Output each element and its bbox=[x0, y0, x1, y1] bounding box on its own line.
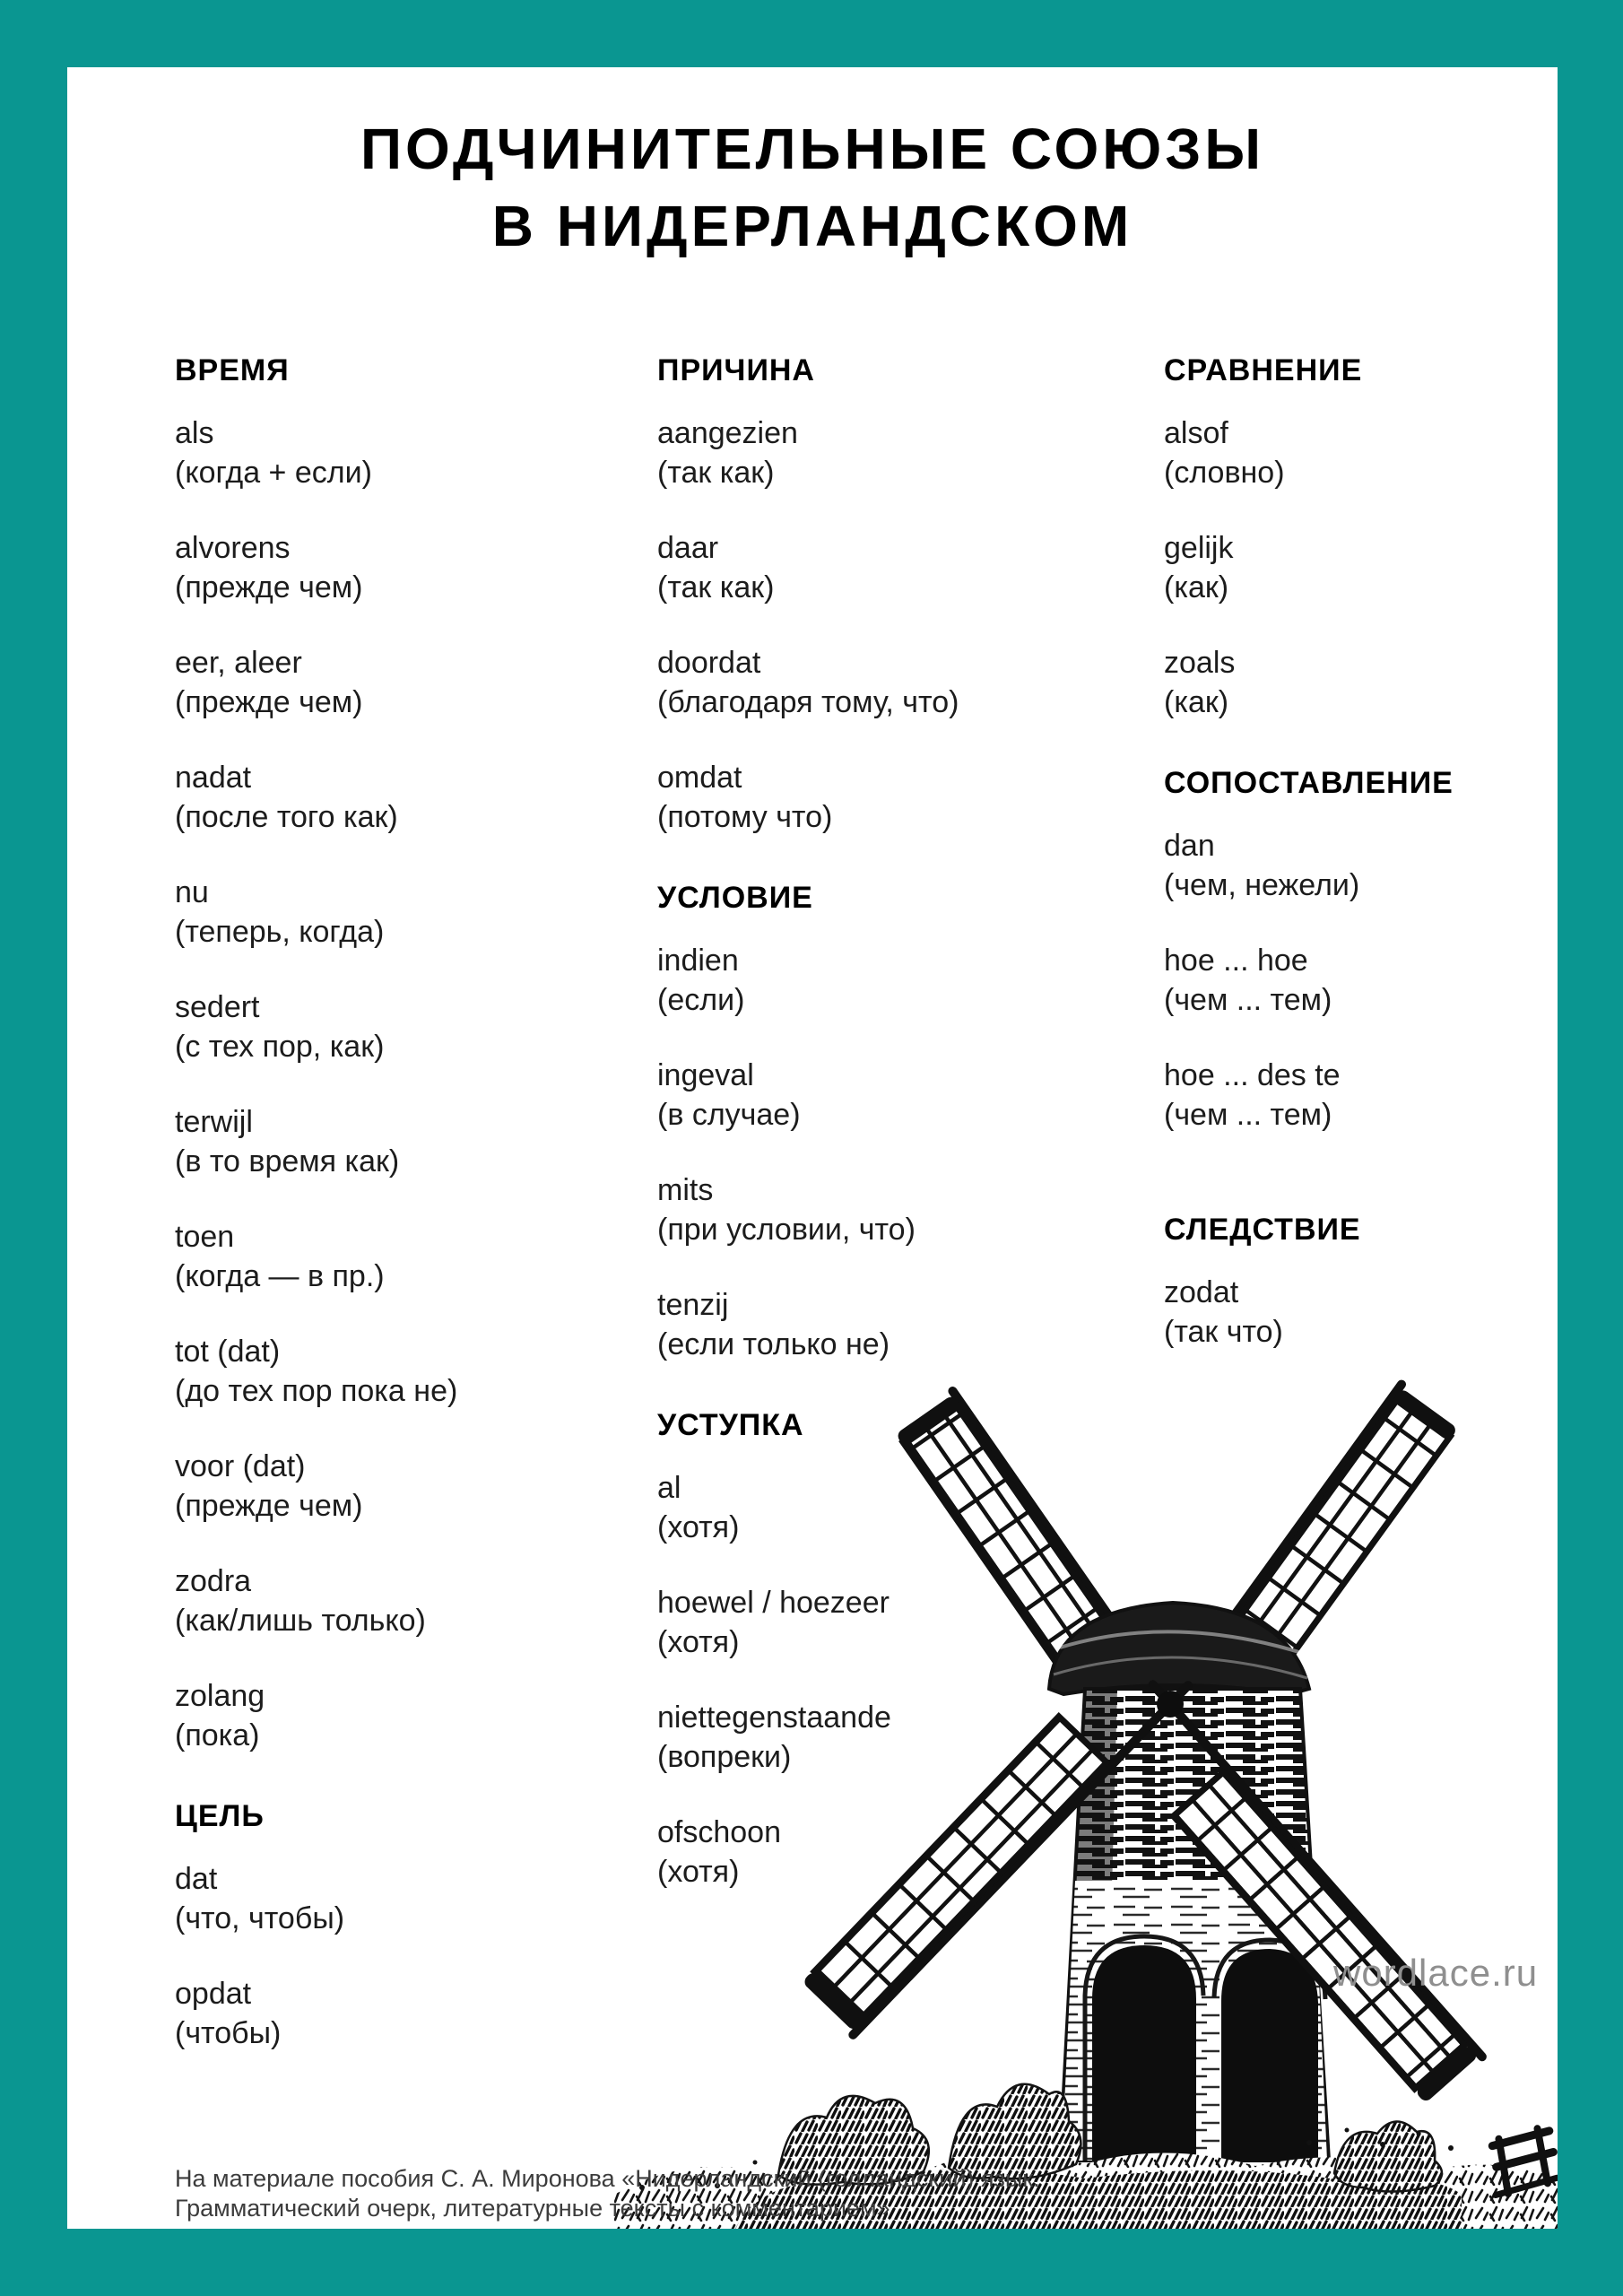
entry-translation: (когда + если) bbox=[175, 456, 372, 490]
entry-word: doordat bbox=[657, 646, 761, 680]
entry-word: nadat bbox=[175, 761, 252, 795]
entry-omdat bbox=[657, 758, 1159, 837]
entry-word: zoals bbox=[1164, 646, 1236, 680]
entry-translation: (потому что) bbox=[657, 800, 833, 834]
entry-word: sedert bbox=[175, 990, 260, 1024]
entry-al bbox=[657, 1468, 1159, 1547]
entry-translation: (пока) bbox=[175, 1718, 260, 1752]
entry-translation: (прежде чем) bbox=[175, 570, 363, 604]
entry-word: hoewel / hoezeer bbox=[657, 1586, 890, 1620]
entry-dan bbox=[1164, 826, 1623, 905]
entry-translation: (чем ... тем) bbox=[1164, 983, 1332, 1017]
section-header-prichina: ПРИЧИНА bbox=[657, 353, 815, 387]
entry-word: daar bbox=[657, 531, 719, 565]
entry-translation: (прежде чем) bbox=[175, 685, 363, 719]
entry-translation: (после того как) bbox=[175, 800, 398, 834]
entry-word: ofschoon bbox=[657, 1815, 781, 1849]
entry-word: alsof bbox=[1164, 416, 1228, 450]
entry-translation: (как) bbox=[1164, 570, 1229, 604]
entry-zolang bbox=[175, 1676, 677, 1755]
page-title-line1: ПОДЧИНИТЕЛЬНЫЕ СОЮЗЫ bbox=[360, 117, 1265, 181]
entry-translation: (что, чтобы) bbox=[175, 1901, 345, 1935]
entry-word: omdat bbox=[657, 761, 742, 795]
entry-translation: (вопреки) bbox=[657, 1740, 792, 1774]
entry-word: indien bbox=[657, 944, 739, 978]
entry-translation: (чтобы) bbox=[175, 2016, 282, 2050]
entry-translation: (хотя) bbox=[657, 1625, 740, 1659]
entry-terwijl bbox=[175, 1102, 677, 1181]
entry-alsof bbox=[1164, 413, 1623, 492]
entry-translation: (теперь, когда) bbox=[175, 915, 385, 949]
entry-word: dan bbox=[1164, 829, 1215, 863]
entry-word: nu bbox=[175, 875, 209, 909]
column-comparison-consequence bbox=[1164, 351, 1623, 1387]
entry-gelijk bbox=[1164, 528, 1623, 607]
section-header-sledstvie: СЛЕДСТВИЕ bbox=[1164, 1213, 1361, 1247]
entry-hoe-hoe bbox=[1164, 941, 1623, 1020]
entry-translation: (хотя) bbox=[657, 1855, 740, 1889]
entry-indien bbox=[657, 941, 1159, 1020]
entry-word: alvorens bbox=[175, 531, 291, 565]
entry-word: niettegenstaande bbox=[657, 1700, 891, 1735]
page-title-line2: В НИДЕРЛАНДСКОМ bbox=[491, 194, 1133, 258]
entry-word: gelijk bbox=[1164, 531, 1234, 565]
entry-word: aangezien bbox=[657, 416, 798, 450]
entry-word: opdat bbox=[175, 1977, 252, 2011]
entry-translation: (как) bbox=[1164, 685, 1229, 719]
entry-translation: (чем, нежели) bbox=[1164, 868, 1360, 902]
section-header-sopostavlenie: СОПОСТАВЛЕНИЕ bbox=[1164, 766, 1454, 800]
entry-ingeval bbox=[657, 1056, 1159, 1135]
entry-als bbox=[175, 413, 677, 492]
section-header-ustupka: УСТУПКА bbox=[657, 1408, 804, 1442]
entry-voor-dat bbox=[175, 1447, 677, 1526]
footnote-line2: Грамматический очерк, литературные тексты с комментарием» bbox=[175, 2195, 890, 2222]
entry-hoe-des-te bbox=[1164, 1056, 1623, 1135]
entry-translation: (если) bbox=[657, 983, 745, 1017]
entry-hoewel-hoezeer bbox=[657, 1583, 1159, 1662]
entry-opdat bbox=[175, 1974, 677, 2053]
entry-dat bbox=[175, 1859, 677, 1938]
entry-word: tenzij bbox=[657, 1288, 729, 1322]
entry-word: toen bbox=[175, 1220, 235, 1254]
entry-niettegenstaande bbox=[657, 1698, 1159, 1777]
entry-zodat bbox=[1164, 1273, 1623, 1352]
section-header-uslovie: УСЛОВИЕ bbox=[657, 881, 813, 915]
entry-translation: (когда — в пр.) bbox=[175, 1259, 385, 1293]
entry-translation: (как/лишь только) bbox=[175, 1604, 426, 1638]
entry-zoals bbox=[1164, 643, 1623, 722]
entry-word: zodat bbox=[1164, 1275, 1239, 1309]
entry-word: hoe ... des te bbox=[1164, 1058, 1341, 1092]
entry-word: voor (dat) bbox=[175, 1449, 306, 1483]
entry-translation: (если только не) bbox=[657, 1327, 890, 1361]
entry-sedert bbox=[175, 987, 677, 1066]
entry-translation: (хотя) bbox=[657, 1510, 740, 1544]
entry-translation: (до тех пор пока не) bbox=[175, 1374, 458, 1408]
entry-word: zolang bbox=[175, 1679, 265, 1713]
footnote-line1: На материале пособия С. А. Миронова «Нидерландский (голландский) язык. bbox=[175, 2165, 1040, 2192]
column-reason-condition-concession bbox=[657, 351, 1159, 1927]
section-header-sravnenie: СРАВНЕНИЕ bbox=[1164, 353, 1363, 387]
entry-ofschoon bbox=[657, 1813, 1159, 1892]
entry-translation: (прежде чем) bbox=[175, 1489, 363, 1523]
entry-word: terwijl bbox=[175, 1105, 253, 1139]
entry-word: al bbox=[657, 1471, 681, 1505]
entry-alvorens bbox=[175, 528, 677, 607]
entry-word: zodra bbox=[175, 1564, 252, 1598]
entry-word: hoe ... hoe bbox=[1164, 944, 1308, 978]
entry-translation: (в случае) bbox=[657, 1098, 801, 1132]
page-title bbox=[67, 110, 1558, 265]
column-time-goal bbox=[175, 351, 677, 2089]
poster-canvas bbox=[67, 67, 1558, 2229]
watermark: wordlace.ru bbox=[1333, 1952, 1539, 1994]
entry-translation: (так что) bbox=[1164, 1315, 1283, 1349]
entry-translation: (словно) bbox=[1164, 456, 1285, 490]
footnote bbox=[175, 2164, 1040, 2223]
entry-mits bbox=[657, 1170, 1159, 1249]
entry-translation: (в то время как) bbox=[175, 1144, 400, 1178]
windmill-hub bbox=[1157, 1691, 1184, 1718]
entry-translation: (благодаря тому, что) bbox=[657, 685, 959, 719]
entry-doordat bbox=[657, 643, 1159, 722]
entry-word: als bbox=[175, 416, 214, 450]
section-header-tsel: ЦЕЛЬ bbox=[175, 1799, 265, 1833]
entry-nu bbox=[175, 873, 677, 952]
entry-word: dat bbox=[175, 1862, 218, 1896]
entry-nadat bbox=[175, 758, 677, 837]
entry-eer-aleer bbox=[175, 643, 677, 722]
entry-word: tot (dat) bbox=[175, 1335, 281, 1369]
entry-zodra bbox=[175, 1561, 677, 1640]
entry-daar bbox=[657, 528, 1159, 607]
entry-toen bbox=[175, 1217, 677, 1296]
entry-word: ingeval bbox=[657, 1058, 754, 1092]
entry-tenzij bbox=[657, 1285, 1159, 1364]
entry-translation: (при условии, что) bbox=[657, 1213, 916, 1247]
entry-translation: (чем ... тем) bbox=[1164, 1098, 1332, 1132]
entry-word: mits bbox=[657, 1173, 714, 1207]
entry-translation: (так как) bbox=[657, 456, 775, 490]
entry-word: eer, aleer bbox=[175, 646, 302, 680]
entry-translation: (так как) bbox=[657, 570, 775, 604]
entry-translation: (с тех пор, как) bbox=[175, 1030, 385, 1064]
section-header-vremya: ВРЕМЯ bbox=[175, 353, 290, 387]
entry-tot-dat bbox=[175, 1332, 677, 1411]
entry-aangezien bbox=[657, 413, 1159, 492]
